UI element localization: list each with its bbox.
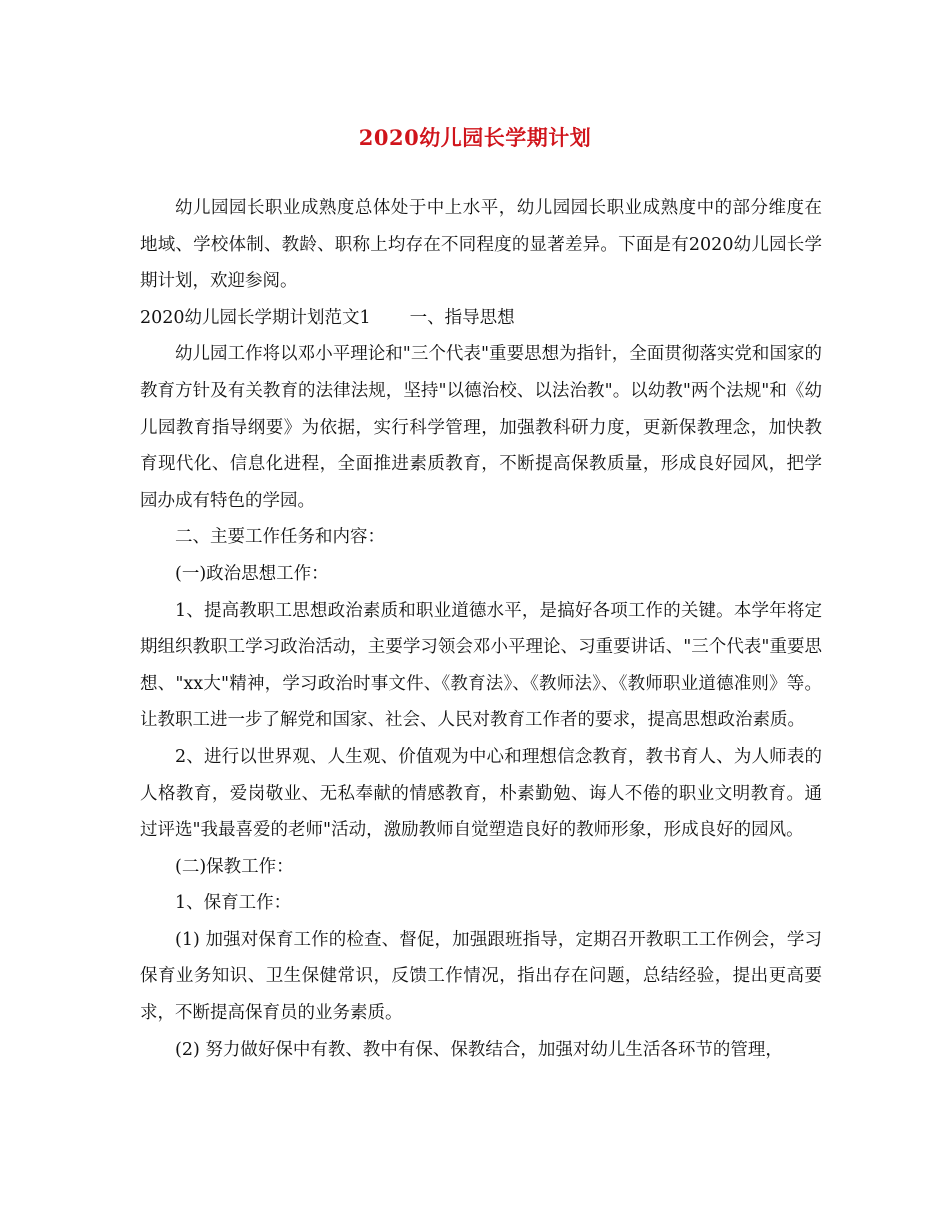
page-title: 2020幼儿园长学期计划 — [358, 125, 592, 150]
paragraph-care-item-1: (1) 加强对保育工作的检查、督促，加强跟班指导，定期召开教职工工作例会，学习保育业务知识、卫生保健常识，反馈工作情况，指出存在问题，总结经验，提出更高要求，不断提高保育员的业务素质。 — [140, 929, 822, 1024]
paragraph-care-item-2: (2) 努力做好保中有教、教中有保、保教结合，加强对幼儿生活各环节的管理， — [175, 1039, 783, 1060]
paragraph-political-item-1: 1、提高教职工思想政治素质和职业道德水平，是搞好各项工作的关键。本学年将定期组织教职工学习政治活动，主要学习领会邓小平理论、习重要讲话、"三个代表"重要思想、"xx大"精神，学习政治时事文件、《教育法》、《教师法》、《教师职业道德准则》等。让教职工进一步了解党和国家、社会、人民对教育工作者的要求，提高思想政治素质。 — [140, 600, 822, 731]
section-heading-main-tasks: 二、主要工作任务和内容： — [175, 527, 385, 548]
paragraph-guiding-thought: 幼儿园工作将以邓小平理论和"三个代表"重要思想为指针，全面贯彻落实党和国家的教育方针及有关教育的法律法规，坚持"以德治校、以法治教"。以幼教"两个法规"和《幼儿园教育指导纲要》为依据，实行科学管理，加强教科研力度，更新保教理念，加快教育现代化、信息化进程，全面推进素质教育，不断提高保教质量，形成良好园风，把学园办成有特色的学园。 — [140, 344, 822, 511]
paragraph-sample-heading: 2020幼儿园长学期计划范文1 一、指导思想 — [140, 307, 515, 328]
section-heading-political-work: (一)政治思想工作： — [175, 563, 329, 584]
section-heading-care-education: (二)保教工作： — [175, 856, 294, 877]
paragraph-political-item-2: 2、进行以世界观、人生观、价值观为中心和理想信念教育，教书育人、为人师表的人格教育，爱岗敬业、无私奉献的情感教育，朴素勤勉、诲人不倦的职业文明教育。通过评选"我最喜爱的老师"活动，激励教师自觉塑造良好的教师形象，形成良好的园风。 — [140, 746, 822, 841]
paragraph-intro: 幼儿园园长职业成熟度总体处于中上水平，幼儿园园长职业成熟度中的部分维度在地域、学校体制、教龄、职称上均存在不同程度的显著差异。下面是有2020幼儿园长学期计划，欢迎参阅。 — [140, 198, 822, 292]
subsection-heading-care-work: 1、保育工作： — [175, 893, 292, 914]
document-body — [140, 190, 822, 1068]
